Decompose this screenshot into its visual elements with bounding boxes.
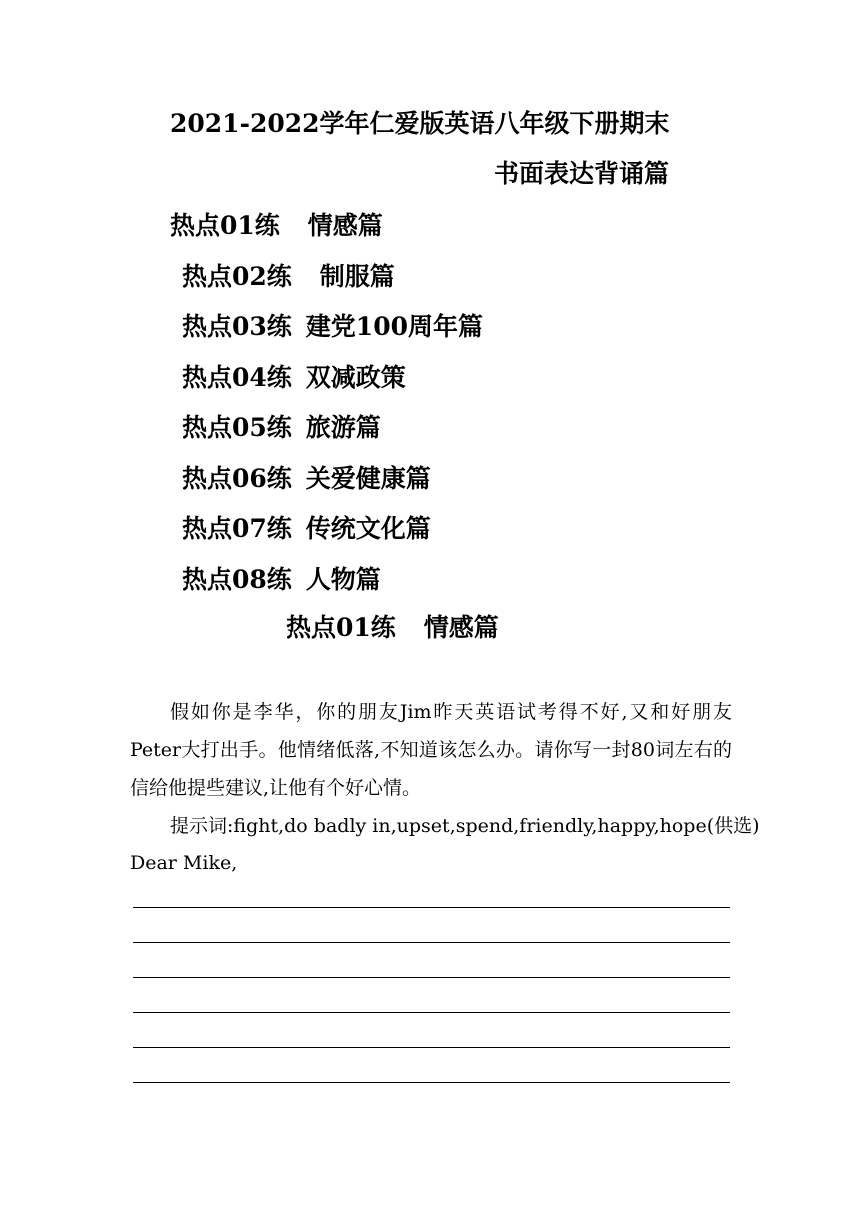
- answer-line[interactable]: [133, 977, 730, 978]
- toc-item-label: 热点06练: [182, 464, 292, 493]
- toc-item-label: 热点04练: [182, 363, 292, 392]
- toc-item-topic: 建党100周年篇: [305, 312, 483, 341]
- toc-item: [182, 307, 483, 343]
- document-title: 2021-2022学年仁爱版英语八年级下册期末: [170, 109, 670, 138]
- toc-item: [182, 358, 406, 394]
- toc-item: [182, 560, 381, 596]
- answer-line[interactable]: [133, 942, 730, 943]
- toc-item: [170, 206, 383, 242]
- toc-item-topic: 人物篇: [305, 565, 381, 594]
- toc-item-topic: 情感篇: [307, 211, 383, 240]
- toc-item-topic: 关爱健康篇: [305, 464, 431, 493]
- answer-line[interactable]: [133, 1047, 730, 1048]
- toc-item-topic: 旅游篇: [305, 413, 381, 442]
- toc-item-label: 热点03练: [182, 312, 292, 341]
- toc-item: [182, 257, 395, 293]
- toc-item-topic: 制服篇: [319, 262, 395, 291]
- toc-item-label: 热点01练: [170, 211, 280, 240]
- toc-item-topic: 双减政策: [305, 363, 406, 392]
- answer-line[interactable]: [133, 907, 730, 908]
- section-label: 热点01练: [286, 613, 396, 642]
- toc-item: [182, 408, 381, 444]
- toc-item-topic: 传统文化篇: [305, 514, 431, 543]
- document-subtitle: 书面表达背诵篇: [494, 159, 670, 188]
- toc-item-label: 热点02练: [182, 262, 292, 291]
- toc-item-label: 热点07练: [182, 514, 292, 543]
- letter-salutation: Dear Mike,: [130, 852, 238, 874]
- toc-item: [182, 509, 431, 545]
- answer-line[interactable]: [133, 1012, 730, 1013]
- toc-item-label: 热点08练: [182, 565, 292, 594]
- exercise-hint: 提示词:fight,do badly in,upset,spend,friendly,happy,hope(供选): [170, 815, 760, 837]
- section-heading: [286, 608, 499, 644]
- toc-item-label: 热点05练: [182, 413, 292, 442]
- exercise-prompt: 假如你是李华，你的朋友Jim昨天英语试考得不好,又和好朋友Peter大打出手。他情绪低落,不知道该怎么办。请你写一封80词左右的信给他提些建议,让他有个好心情。: [130, 701, 732, 799]
- answer-line[interactable]: [133, 1082, 730, 1083]
- section-topic: 情感篇: [423, 613, 499, 642]
- toc-item: [182, 459, 431, 495]
